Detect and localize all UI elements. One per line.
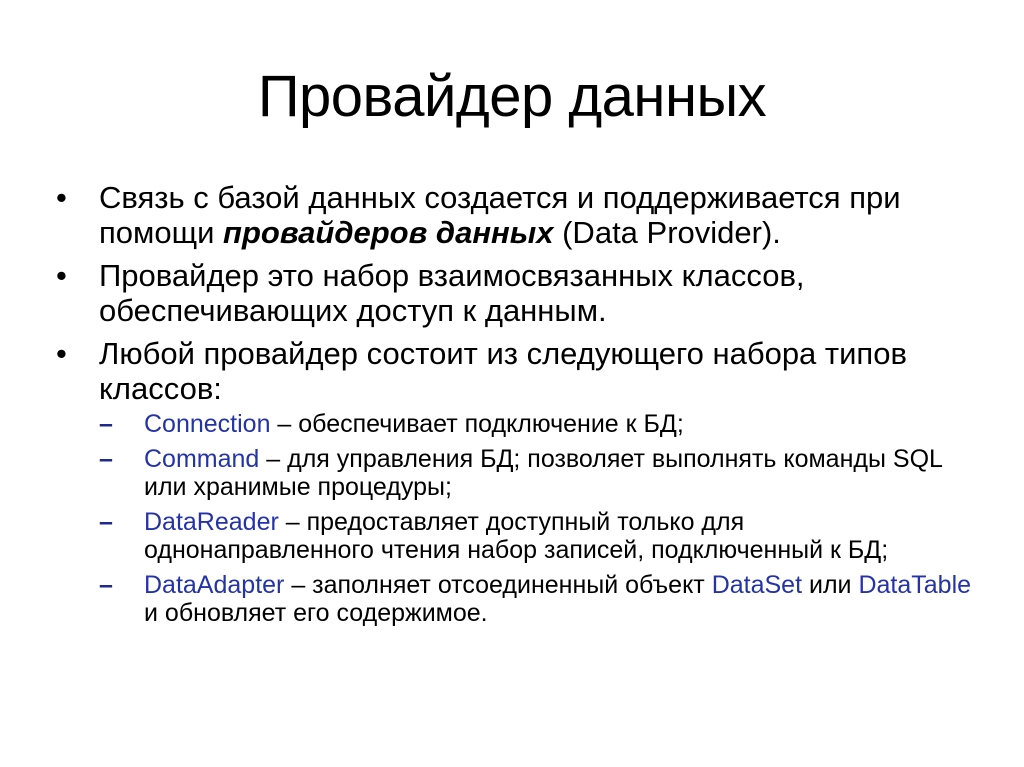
class-term-datatable: DataTable — [858, 571, 972, 599]
bullet-item — [56, 336, 976, 627]
slide-title: Провайдер данных — [257, 64, 767, 129]
bullet-item — [56, 258, 976, 328]
dash-marker: – — [99, 508, 113, 536]
class-term: Connection — [144, 410, 271, 438]
sub-bullet-text: – заполняет отсоединенный объект — [284, 571, 712, 599]
sub-bullet-text-end: и обновляет его содержимое. — [144, 599, 488, 627]
bullet-marker: • — [56, 180, 67, 215]
bullet-text: Связь с базой данных создается и поддерживается при помощи — [99, 180, 901, 250]
bullet-text-end: (Data Provider). — [553, 215, 781, 250]
bullet-marker: • — [56, 258, 67, 293]
sub-bullet-item — [99, 508, 976, 564]
bullet-marker: • — [56, 336, 67, 371]
dash-marker: – — [99, 445, 113, 473]
bullet-text: Провайдер это набор взаимосвязанных классов, обеспечивающих доступ к данным. — [99, 258, 805, 328]
bullet-item — [56, 180, 976, 250]
sub-bullet-text-mid: или — [802, 571, 859, 599]
sub-bullet-item — [99, 571, 976, 627]
class-term: Command — [144, 445, 260, 473]
dash-marker: – — [99, 410, 113, 438]
sub-bullet-list — [99, 410, 976, 627]
sub-bullet-text: – для управления БД; позволяет выполнять команды SQL или хранимые процедуры; — [144, 445, 942, 501]
bullet-text: Любой провайдер состоит из следующего набора типов классов: — [99, 336, 907, 406]
class-term: DataAdapter — [144, 571, 285, 599]
sub-bullet-text: – предоставляет доступный только для однонаправленного чтения набор записей, подключенный к БД; — [144, 508, 889, 564]
sub-bullet-text: – обеспечивает подключение к БД; — [270, 410, 684, 438]
bullet-emphasis: провайдеров данных — [223, 215, 554, 250]
class-term-dataset: DataSet — [711, 571, 803, 599]
sub-bullet-item — [99, 410, 976, 438]
class-term: DataReader — [144, 508, 279, 536]
dash-marker: – — [99, 571, 113, 599]
bullet-list — [56, 180, 976, 635]
sub-bullet-item — [99, 445, 976, 501]
